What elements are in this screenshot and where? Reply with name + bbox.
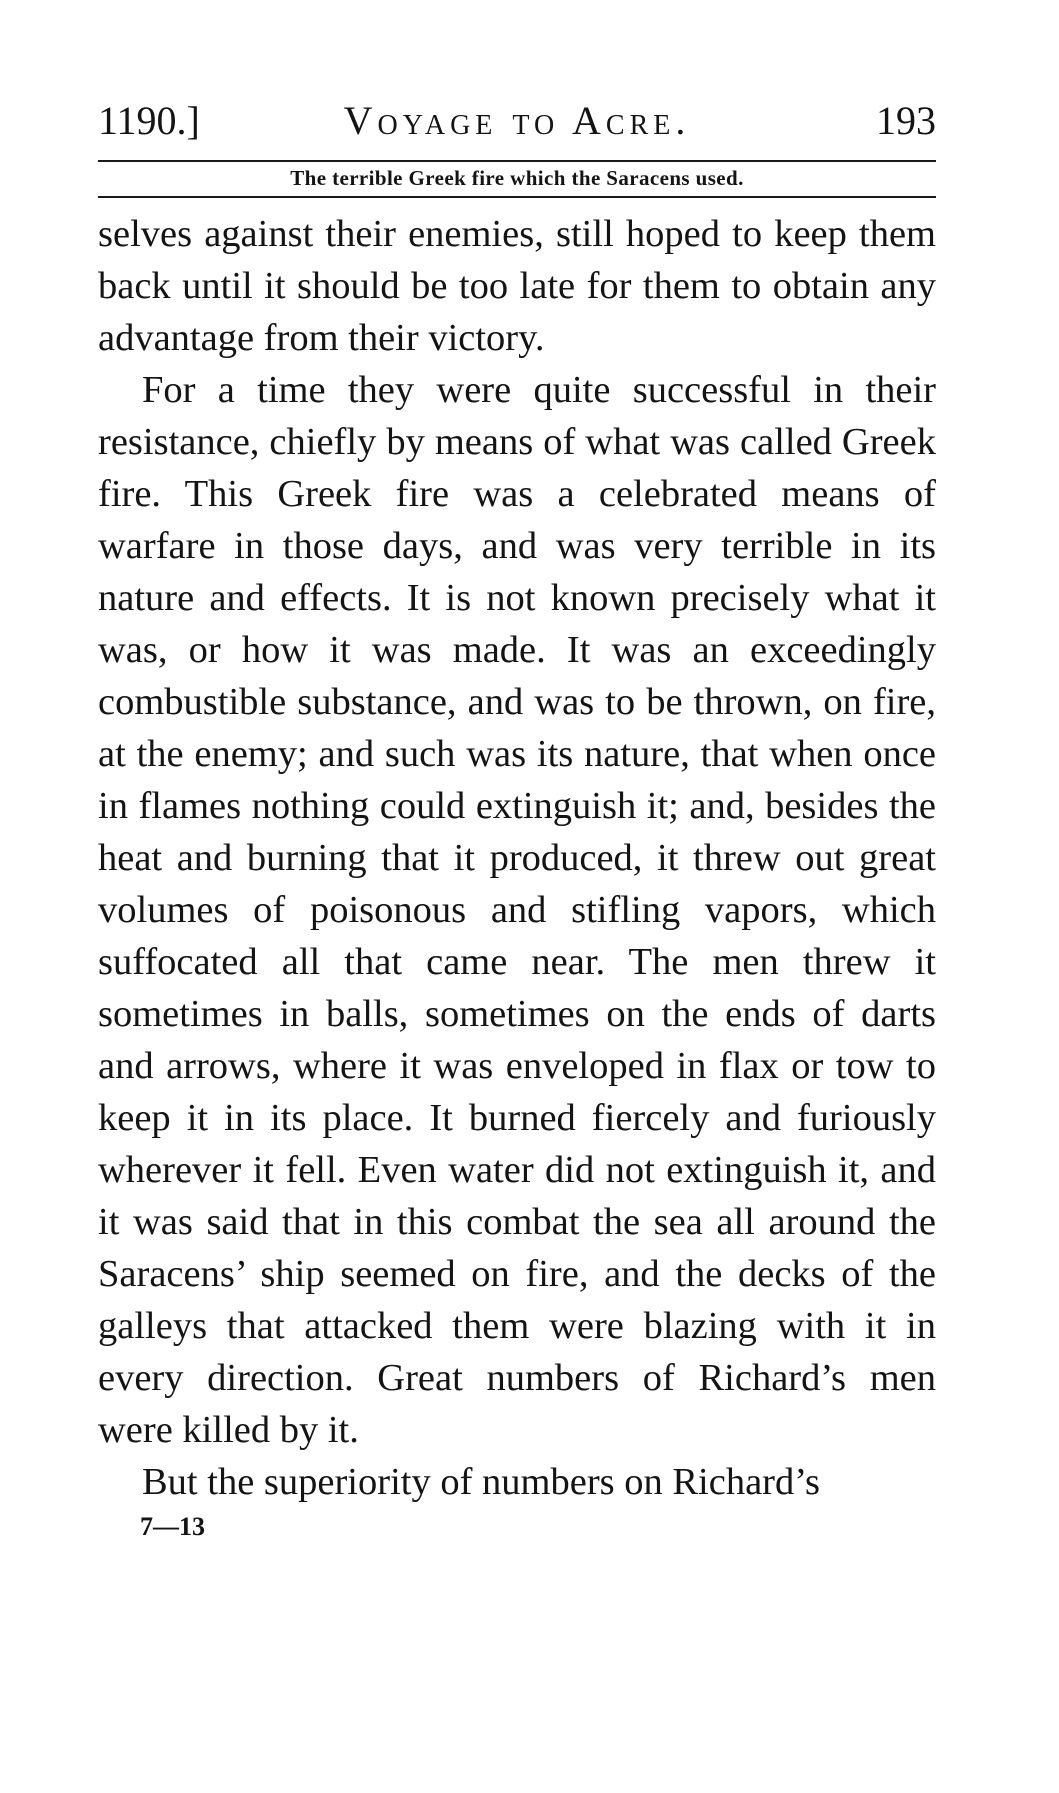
section-subheading: The terrible Greek fire which the Saracens used. — [290, 166, 744, 190]
header-rule-bottom — [98, 196, 936, 198]
paragraph-continued: selves against their enemies, still hoped to keep them back until it should be too late for them to obtain any advantage from their victory. — [98, 213, 936, 359]
paragraph-greek-fire: For a time they were quite successful in their resistance, chiefly by means of what was called Greek fire. This Greek fire was a celebrated means of warfare in those days, and was very terrible in its nature and effects. It is not known precisely what it was, or how it was made. It was an exceedingly combustible substance, and was to be thrown, on fire, at the enemy; and such was its nature, that when once in flames nothing could extinguish it; and, besides the heat and burning that it produced, it threw out great volumes of poisonous and stifling vapors, which suffocated all that came near. The men threw it sometimes in balls, sometimes on the ends of darts and arrows, where it was enveloped in flax or tow to keep it in its place. It burned fiercely and furiously wherever it fell. Even water did not extinguish it, and it was said that in this combat the sea all around the Saracens’ ship seemed on fire, and the decks of the galleys that attacked them were blazing with it in every direction. Great numbers of Richard’s men were killed by it. — [98, 369, 936, 1451]
header-title: Voyage to Acre. — [343, 98, 691, 143]
paragraph-superiority: But the superiority of numbers on Richard’s — [142, 1461, 820, 1503]
page-number: 193 — [876, 98, 936, 143]
running-head — [98, 92, 936, 150]
body-text — [98, 208, 936, 1508]
book-page — [98, 92, 936, 1544]
signature-mark: 7—13 — [140, 1512, 205, 1541]
header-year: 1190.] — [98, 98, 200, 143]
